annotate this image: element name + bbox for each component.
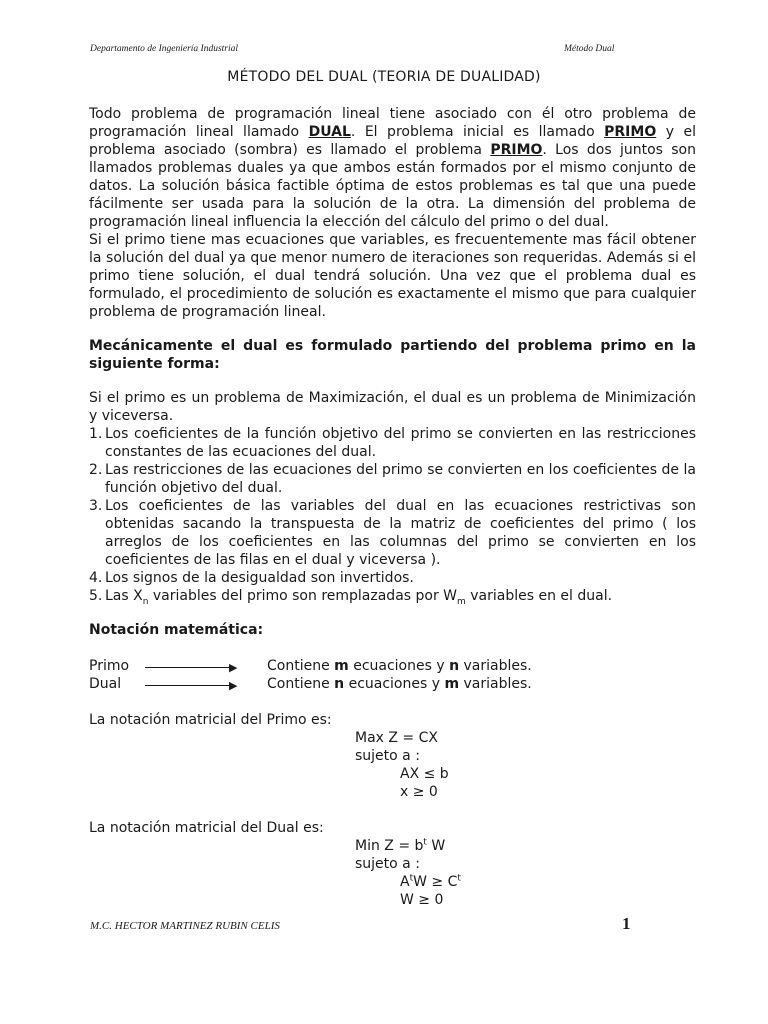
intro-paragraph — [89, 105, 696, 231]
primo-constraint-2: x ≥ 0 — [400, 784, 438, 800]
step-text: Los coeficientes de la función objetivo del primo se convierten en las restricciones constantes de las ecuaciones del dual. — [105, 426, 696, 460]
notation-b1: n — [334, 676, 345, 692]
superscript-t: t — [423, 837, 427, 848]
dual-c1-a: A — [400, 874, 410, 890]
notation-d: variables. — [459, 676, 532, 692]
notation-label: Primo — [89, 658, 130, 674]
dual-constraint-1 — [89, 873, 696, 891]
list-item — [89, 461, 696, 497]
document-body — [89, 105, 696, 909]
list-item — [89, 569, 696, 587]
mecanica-heading: Mecánicamente el dual es formulado partiendo del problema primo en la siguiente forma: — [89, 338, 696, 372]
step-number: 3. — [89, 498, 103, 514]
list-item — [89, 425, 696, 461]
intro-text-d: . Los dos juntos son llamados problemas duales ya que ambos están formados por el mismo conjunto de datos. La solución básica factible óptima de estos problemas es tal que una puede fácilmente ser usada para la solución de la otra. La dimensión del problema de programación lineal influencia la elección del cálculo del primo o del dual. — [89, 142, 696, 230]
dual-term: DUAL — [308, 124, 351, 140]
notation-b2: m — [444, 676, 460, 692]
page-number: 1 — [622, 914, 631, 933]
arrow-right-icon: ▶ — [145, 675, 267, 693]
primo-constraint-1: AX ≤ b — [400, 766, 449, 782]
dual-objective — [89, 837, 696, 855]
step-number: 1. — [89, 426, 103, 442]
step-text — [105, 587, 696, 605]
step-number: 4. — [89, 570, 103, 586]
notation-b2: n — [449, 658, 460, 674]
primo-subject-to: sujeto a : — [355, 748, 420, 764]
notation-desc — [267, 657, 532, 675]
notacion-heading: Notación matemática: — [89, 622, 264, 638]
subscript-n: n — [142, 596, 149, 607]
footer-author: M.C. HECTOR MARTINEZ RUBIN CELIS — [90, 920, 280, 932]
intro-text-c: y el problema asociado (sombra) es llamado el problema — [89, 124, 696, 158]
list-item — [89, 587, 696, 605]
notation-a: Contiene — [267, 658, 335, 674]
header-topic: Método Dual — [564, 44, 615, 54]
dual-obj-b: W — [426, 838, 446, 854]
notation-row-primo — [89, 657, 696, 675]
primo-objective: Max Z = CX — [355, 730, 438, 746]
step-text: Los signos de la desigualdad son invertidos. — [105, 570, 414, 586]
notation-b1: m — [334, 658, 349, 674]
dual-subject-to: sujeto a : — [355, 856, 420, 872]
step-text: Las restricciones de las ecuaciones del primo se convierten en los coeficientes de la función objetivo del dual. — [105, 462, 696, 496]
primo-term: PRIMO — [604, 124, 657, 140]
step-number: 2. — [89, 462, 103, 478]
step5-c: variables en el dual. — [465, 588, 613, 604]
notation-c: ecuaciones y — [344, 676, 445, 692]
list-item — [89, 497, 696, 569]
dual-c1-b: W ≥ C — [413, 874, 458, 890]
notation-row-dual — [89, 675, 696, 693]
step-number: 5. — [89, 588, 103, 604]
page-title: MÉTODO DEL DUAL (TEORIA DE DUALIDAD) — [227, 69, 541, 85]
intro-text-b: . El problema inicial es llamado — [350, 124, 605, 140]
notation-d: variables. — [459, 658, 532, 674]
mecanica-intro: Si el primo es un problema de Maximización, el dual es un problema de Minimización y viceversa. — [89, 390, 696, 424]
steps-list — [89, 425, 696, 605]
arrow-right-icon: ▶ — [145, 657, 267, 675]
superscript-t: t — [409, 873, 414, 884]
dual-matrix-label: La notación matricial del Dual es: — [89, 820, 324, 836]
notation-label: Dual — [89, 676, 122, 692]
step5-b: variables del primo son remplazadas por W — [148, 588, 458, 604]
dual-obj-a: Min Z = b — [355, 838, 424, 854]
notation-a: Contiene — [267, 676, 335, 692]
intro-text-a: Todo problema de programación lineal tiene asociado con él otro problema de programación lineal llamado — [89, 106, 696, 140]
step-text: Los coeficientes de las variables del dual en las ecuaciones restrictivas son obtenidas sacando la transpuesta de la matriz de coeficientes del primo ( los arreglos de los coeficientes en las columnas del primo se convierten en los coeficientes de las filas en el dual y viceversa ). — [105, 498, 696, 568]
primo-term-2: PRIMO — [490, 142, 543, 158]
dual-constraint-2: W ≥ 0 — [400, 892, 444, 908]
notation-c: ecuaciones y — [348, 658, 450, 674]
second-paragraph: Si el primo tiene mas ecuaciones que variables, es frecuentemente mas fácil obtener la solución del dual ya que menor numero de iteraciones son requeridas. Además si el primo tiene solución, el dual tendrá solución. Una vez que el problema dual es formulado, el procedimiento de solución es exactamente el mismo que para cualquier problema de programación lineal. — [89, 232, 696, 320]
header-department: Departamento de Ingeniería Industrial — [90, 44, 239, 54]
step5-a: Las X — [105, 588, 143, 604]
subscript-m: m — [457, 596, 466, 607]
superscript-t: t — [457, 873, 461, 884]
primo-matrix-label: La notación matricial del Primo es: — [89, 712, 332, 728]
notation-desc — [267, 675, 532, 693]
